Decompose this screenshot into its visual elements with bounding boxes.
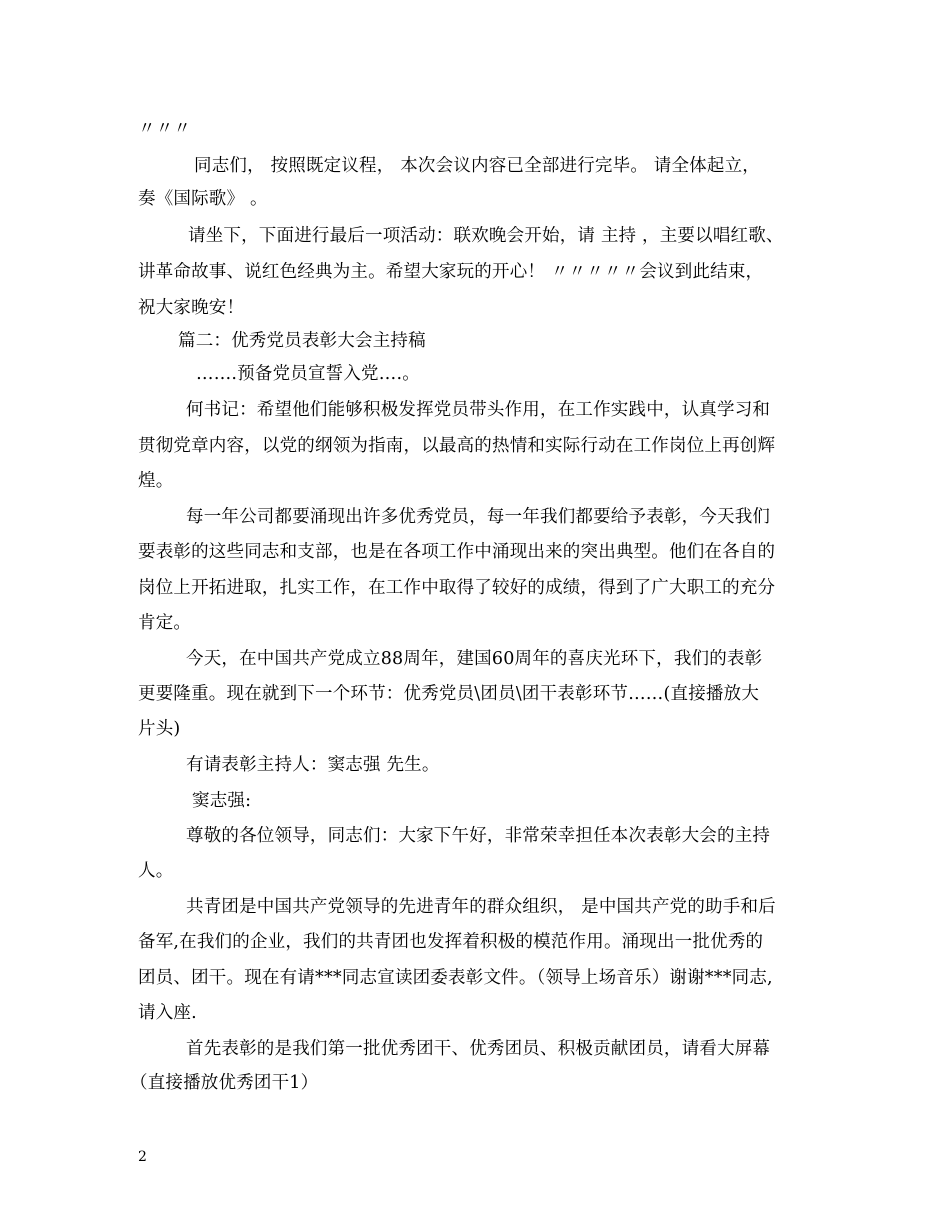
paragraph-line: 片头) (138, 719, 181, 739)
paragraph-line: 共青团是中国共产党领导的先进青年的群众组织， 是中国共产党的助手和后 (186, 897, 776, 917)
paragraph-line: 同志们， 按照既定议程， 本次会议内容已全部进行完毕。 请全体起立， (194, 156, 760, 176)
paragraph-line: 请坐下，下面进行最后一项活动：联欢晚会开始，请 主持 ，主要以唱红歌、 (188, 226, 784, 246)
paragraph-line: …….预备党员宣誓入党….。 (196, 364, 420, 384)
paragraph-line: 团员、团干。现在有请***同志宣读团委表彰文件。（领导上场音乐）谢谢***同志, (138, 968, 773, 988)
paragraph-line: 祝大家晚安！ (138, 298, 245, 318)
paragraph-line: 每一年公司都要涌现出许多优秀党员，每一年我们都要给予表彰，今天我们 (186, 507, 771, 527)
paragraph-line: 有请表彰主持人：窦志强 先生。 (186, 755, 440, 775)
paragraph-line: 肯定。 (138, 613, 192, 633)
paragraph-line: 更要隆重。现在就到下一个环节：优秀党员\团员\团干表彰环节……(直接播放大 (138, 684, 760, 704)
page-number: 2 (138, 1149, 147, 1165)
paragraph-line: 要表彰的这些同志和支部，也是在各项工作中涌现出来的突出典型。他们在各自的 (138, 542, 776, 562)
paragraph-line: 今天，在中国共产党成立88周年，建国60周年的喜庆光环下，我们的表彰 (186, 649, 763, 669)
paragraph-line: 奏《国际歌》 。 (138, 189, 268, 209)
paragraph-line: （直接播放优秀团干1） (130, 1073, 319, 1093)
paragraph-line: 煌。 (138, 471, 174, 491)
paragraph-line: 讲革命故事、说红色经典为主。希望大家玩的开心！ 〃〃〃〃〃会议到此结束， (138, 262, 764, 282)
paragraph-line: 请入座. (138, 1003, 197, 1023)
paragraph-line: 尊敬的各位领导，同志们：大家下午好，非常荣幸担任本次表彰大会的主持 (186, 826, 771, 846)
ditto-marks: 〃〃〃 (138, 119, 192, 139)
paragraph-line: 人。 (138, 861, 174, 881)
paragraph-line: 贯彻党章内容，以党的纲领为指南，以最高的热情和实际行动在工作岗位上再创辉 (138, 436, 776, 456)
paragraph-line: 备军,在我们的企业，我们的共青团也发挥着积极的模范作用。涌现出一批优秀的 (138, 932, 764, 952)
section-heading: 篇二：优秀党员表彰大会主持稿 (178, 331, 426, 351)
paragraph-line: 岗位上开拓进取，扎实工作，在工作中取得了较好的成绩，得到了广大职工的充分 (138, 578, 776, 598)
paragraph-line: 首先表彰的是我们第一批优秀团干、优秀团员、积极贡献团员，请看大屏幕 (186, 1039, 771, 1059)
paragraph-line: 何书记：希望他们能够积极发挥党员带头作用，在工作实践中，认真学习和 (186, 400, 771, 420)
speaker-label: 窦志强: (192, 791, 252, 811)
